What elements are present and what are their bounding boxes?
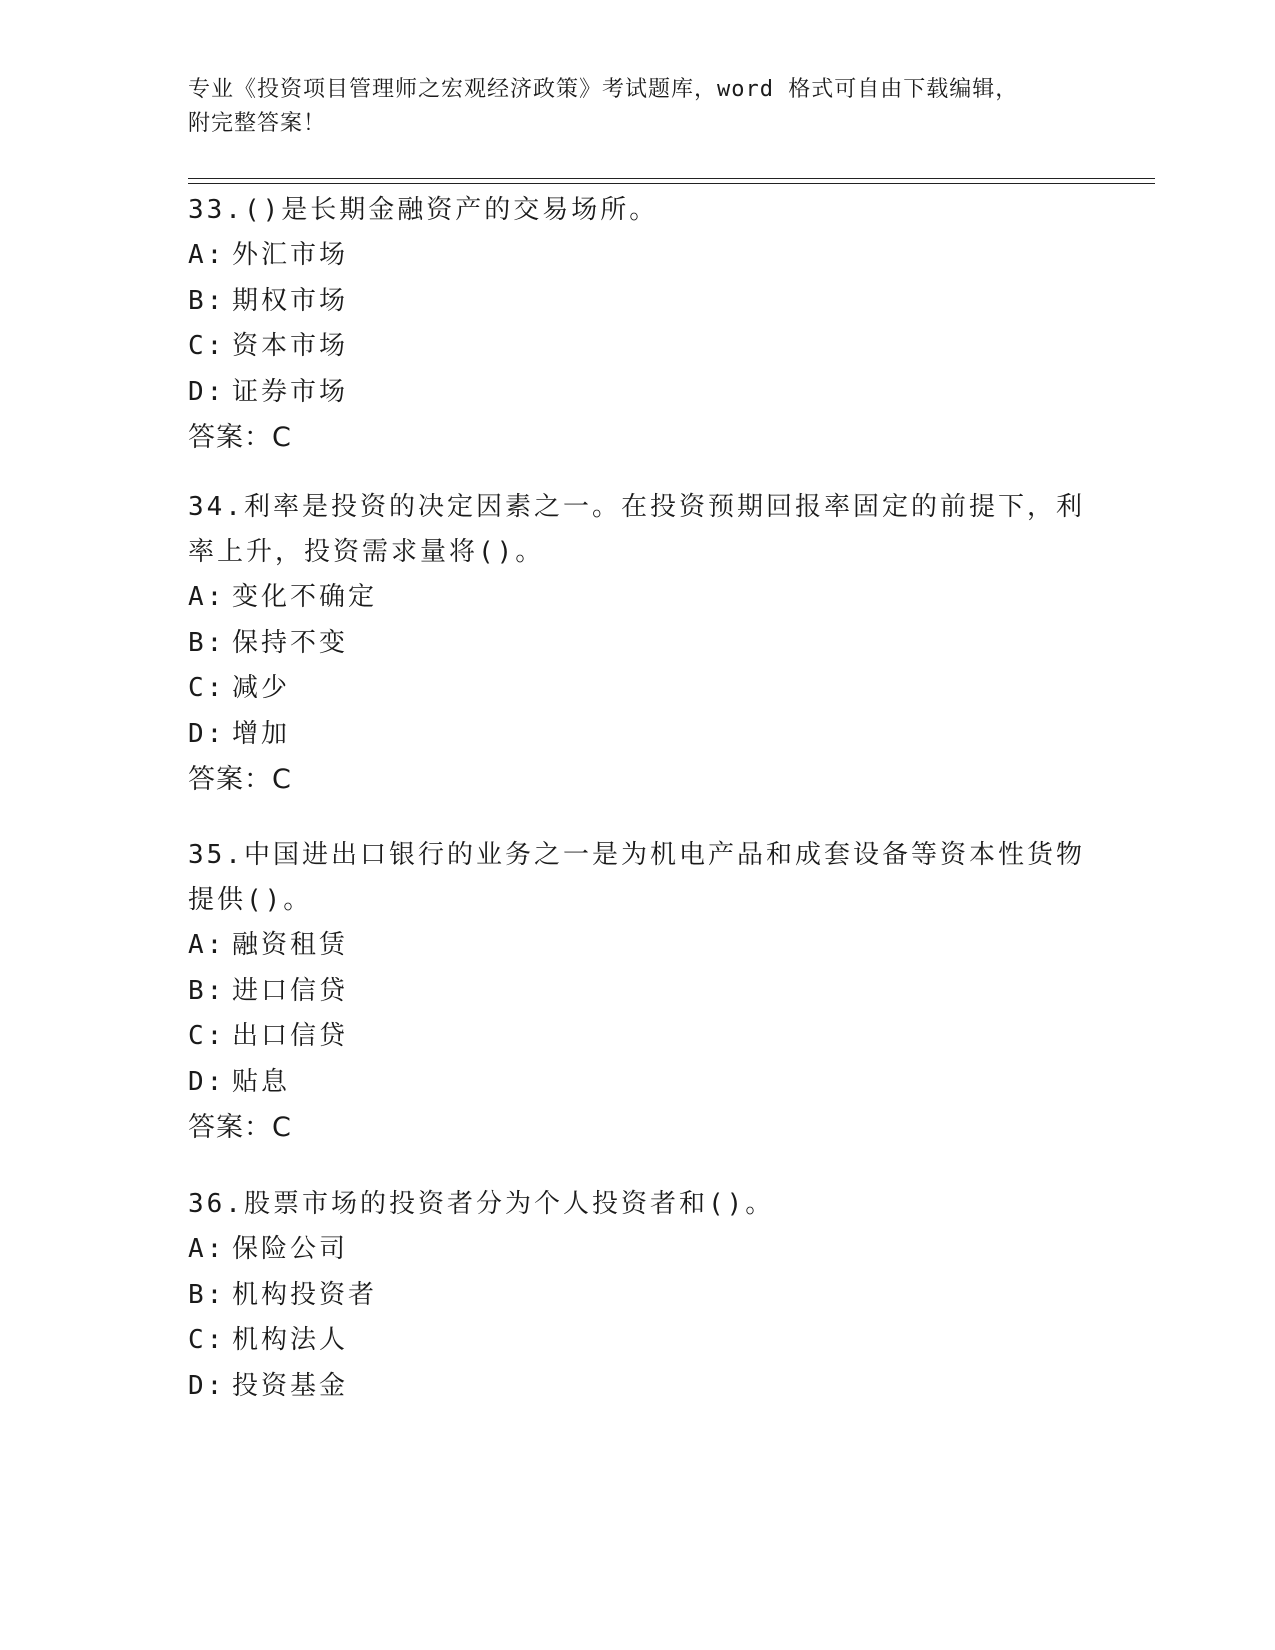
option-letter: B: (188, 285, 226, 316)
option-text: 外汇市场 (232, 240, 349, 270)
option-a (188, 233, 1088, 279)
question-36 (188, 1182, 1088, 1409)
answer-line: 答案：C (188, 422, 292, 453)
option-letter: D: (188, 1370, 226, 1401)
question-text (188, 485, 1088, 575)
question-body: 股票市场的投资者分为个人投资者和()。 (243, 1189, 775, 1219)
option-letter: C: (188, 1325, 226, 1355)
option-c (188, 1014, 1088, 1060)
option-d (188, 370, 1088, 416)
option-letter: A: (188, 240, 226, 270)
option-text: 变化不确定 (232, 582, 378, 612)
question-text (188, 1182, 1088, 1227)
option-text: 贴息 (232, 1066, 291, 1097)
option-a (188, 1227, 1088, 1273)
option-letter: B: (188, 1279, 226, 1310)
option-b (188, 621, 1088, 667)
option-b (188, 1273, 1088, 1319)
option-text: 出口信贷 (232, 1021, 349, 1051)
option-letter: C: (188, 673, 226, 703)
option-letter: D: (188, 1066, 226, 1097)
option-b (188, 279, 1088, 325)
question-number: 33. (188, 195, 244, 225)
option-letter: B: (188, 627, 226, 658)
option-letter: B: (188, 975, 226, 1006)
option-c (188, 1318, 1088, 1364)
option-text: 机构法人 (232, 1325, 349, 1355)
question-text (188, 188, 1088, 233)
option-text: 期权市场 (232, 285, 349, 316)
header-line-2: 附完整答案！ (188, 111, 327, 136)
question-34 (188, 485, 1088, 803)
option-letter: D: (188, 718, 226, 749)
option-letter: C: (188, 331, 226, 361)
option-d (188, 1364, 1088, 1410)
question-body: 中国进出口银行的业务之一是为机电产品和成套设备等资本性货物提供()。 (188, 840, 1085, 915)
option-letter: C: (188, 1021, 226, 1051)
option-letter: D: (188, 376, 226, 407)
option-text: 机构投资者 (232, 1279, 378, 1310)
option-c (188, 666, 1088, 712)
document-header (188, 73, 1088, 141)
option-letter: A: (188, 930, 226, 960)
option-text: 投资基金 (232, 1370, 349, 1401)
option-a (188, 923, 1088, 969)
option-letter: A: (188, 1234, 226, 1264)
question-body: 利率是投资的决定因素之一。在投资预期回报率固定的前提下，利率上升，投资需求量将()。 (188, 492, 1085, 567)
option-text: 进口信贷 (232, 975, 349, 1006)
question-33 (188, 188, 1088, 461)
option-text: 减少 (232, 673, 291, 703)
option-a (188, 575, 1088, 621)
answer-line: 答案：C (188, 1112, 292, 1143)
header-divider-bottom (188, 183, 1155, 184)
option-b (188, 969, 1088, 1015)
answer-line: 答案：C (188, 764, 292, 795)
option-d (188, 712, 1088, 758)
option-text: 保险公司 (232, 1234, 349, 1264)
question-number: 36. (188, 1189, 244, 1219)
option-letter: A: (188, 582, 226, 612)
question-number: 35. (188, 840, 244, 870)
question-number: 34. (188, 492, 244, 522)
option-text: 增加 (232, 718, 291, 749)
option-text: 资本市场 (232, 331, 349, 361)
question-body: ()是长期金融资产的交易场所。 (243, 195, 659, 225)
question-text (188, 833, 1088, 923)
option-c (188, 324, 1088, 370)
option-text: 证券市场 (232, 376, 349, 407)
option-text: 保持不变 (232, 627, 349, 658)
header-line-1: 专业《投资项目管理师之宏观经济政策》考试题库，word 格式可自由下载编辑， (188, 77, 1019, 102)
option-text: 融资租赁 (232, 930, 349, 960)
option-d (188, 1060, 1088, 1106)
question-35 (188, 833, 1088, 1151)
header-divider-top (188, 178, 1155, 179)
